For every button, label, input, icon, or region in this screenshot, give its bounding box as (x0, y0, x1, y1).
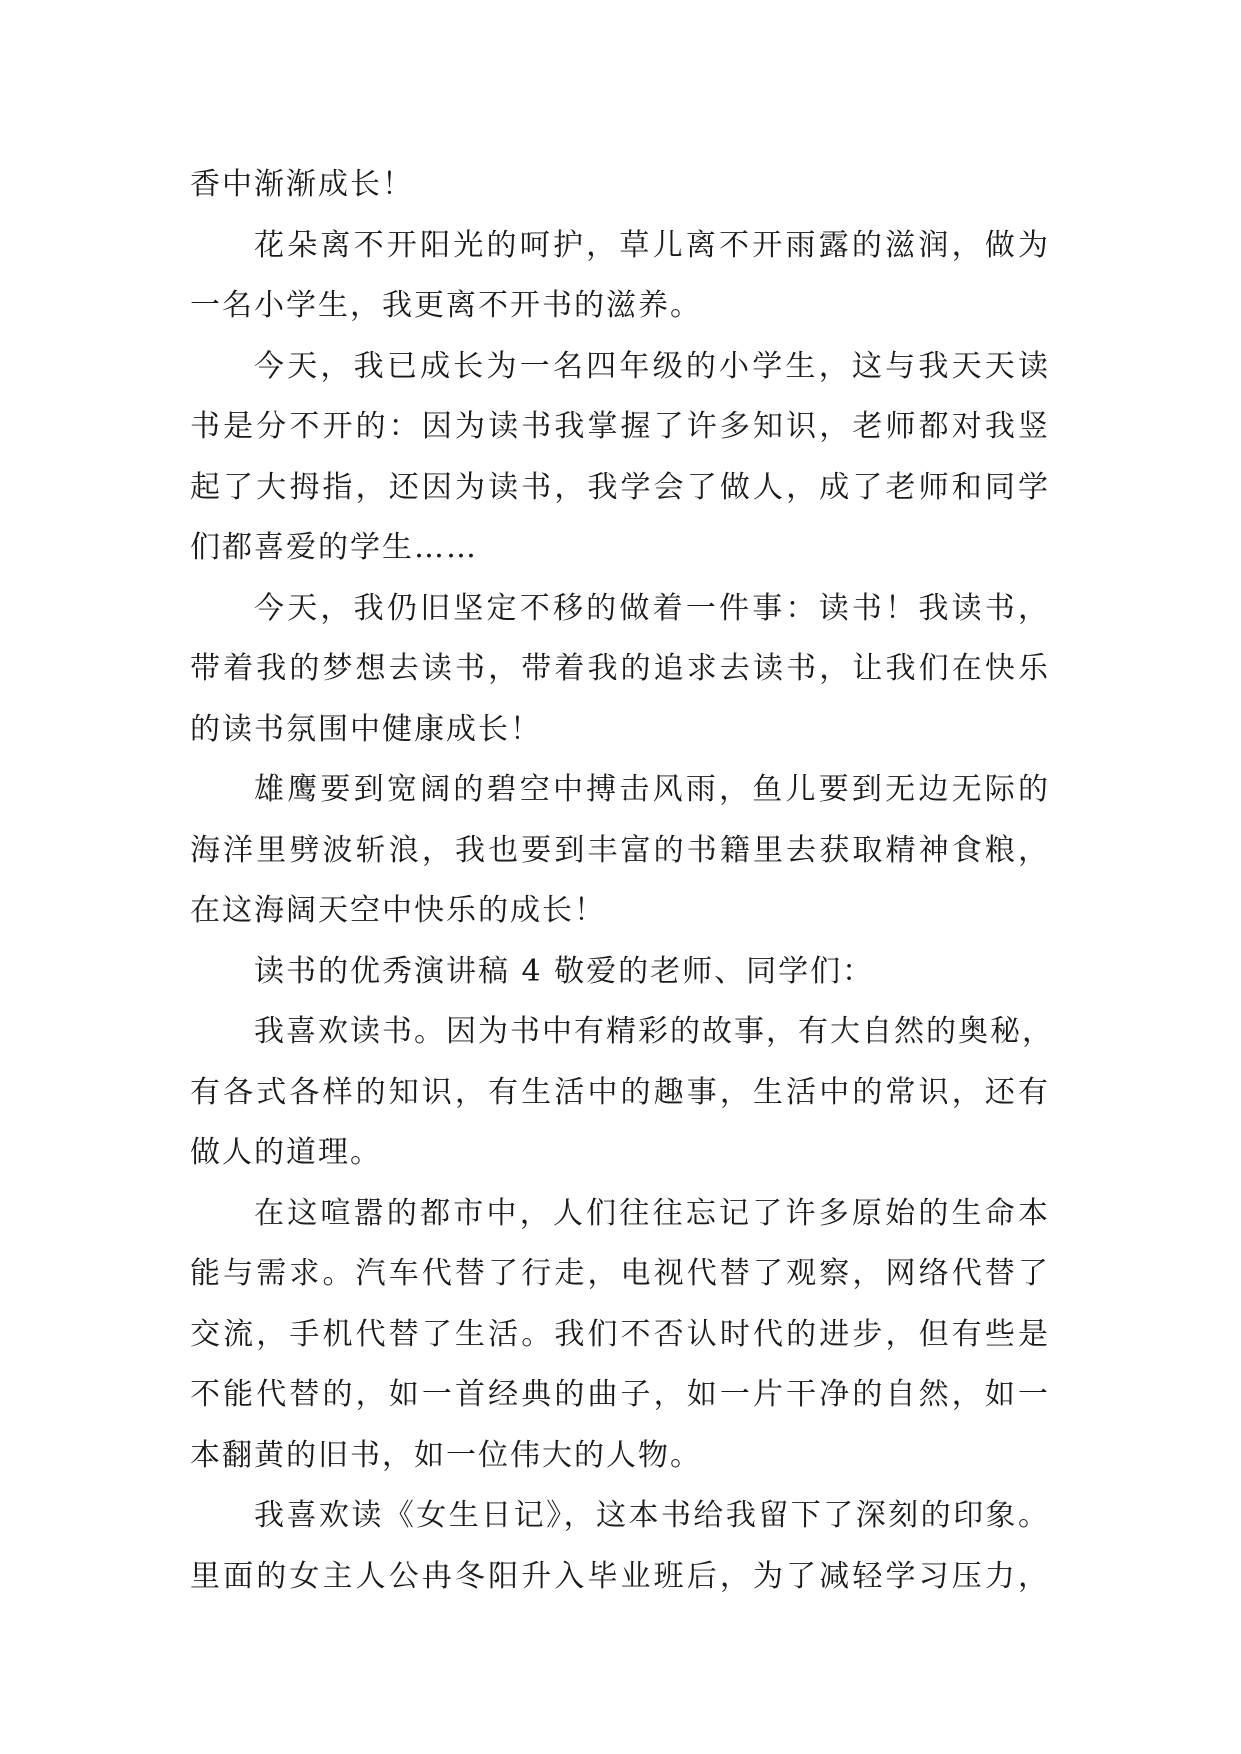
text-line: 起了大拇指，还因为读书，我学会了做人，成了老师和同学 (190, 469, 1050, 505)
text-line: 香中渐渐成长！ (190, 167, 414, 202)
text-line: 花朵离不开阳光的呵护，草儿离不开雨露的滋润，做为 (254, 227, 1050, 263)
paragraph (190, 760, 1050, 942)
text-line: 我喜欢读《女生日记》，这本书给我留下了深刻的印象。 (254, 1498, 1050, 1533)
paragraph (190, 155, 1050, 216)
text-line: 今天，我仍旧坚定不移的做着一件事：读书！我读书， (254, 590, 1050, 626)
document-body (190, 155, 1054, 1607)
text-line: 不能代替的，如一首经典的曲子，如一片干净的自然，如一 (190, 1377, 1050, 1412)
text-line: 能与需求。汽车代替了行走，电视代替了观察，网络代替了 (190, 1256, 1050, 1291)
text-line: 书是分不开的：因为读书我掌握了许多知识，老师都对我竖 (190, 409, 1050, 444)
text-line: 今天，我已成长为一名四年级的小学生，这与我天天读 (254, 348, 1050, 384)
text-line: 有各式各样的知识，有生活中的趣事，生活中的常识，还有 (190, 1074, 1050, 1110)
text-line: 带着我的梦想去读书，带着我的追求去读书，让我们在快乐 (190, 651, 1050, 686)
text-line: 海洋里劈波斩浪，我也要到丰富的书籍里去获取精神食粮， (190, 832, 1050, 868)
paragraph (190, 1002, 1054, 1184)
paragraph (190, 579, 1050, 761)
paragraph (190, 337, 1050, 579)
paragraph (190, 942, 1050, 1003)
text-line: 在这海阔天空中快乐的成长！ (190, 893, 606, 928)
paragraph (190, 216, 1050, 337)
text-line: 读书的优秀演讲稿 4 敬爱的老师、同学们： (254, 953, 875, 989)
text-line: 们都喜爱的学生…… (190, 530, 478, 565)
text-line: 雄鹰要到宽阔的碧空中搏击风雨，鱼儿要到无边无际的 (254, 772, 1050, 807)
text-line: 做人的道理。 (190, 1135, 382, 1170)
text-line: 交流，手机代替了生活。我们不否认时代的进步，但有些是 (190, 1316, 1050, 1352)
text-line: 我喜欢读书。因为书中有精彩的故事，有大自然的奥秘， (254, 1014, 1054, 1049)
text-line: 的读书氛围中健康成长！ (190, 711, 542, 747)
text-line: 一名小学生，我更离不开书的滋养。 (190, 288, 702, 323)
text-line: 在这喧嚣的都市中，人们往往忘记了许多原始的生命本 (254, 1195, 1050, 1231)
paragraph (190, 1184, 1050, 1487)
paragraph (190, 1486, 1050, 1607)
text-line: 里面的女主人公冉冬阳升入毕业班后，为了减轻学习压力， (190, 1558, 1050, 1594)
text-line: 本翻黄的旧书，如一位伟大的人物。 (190, 1437, 702, 1473)
